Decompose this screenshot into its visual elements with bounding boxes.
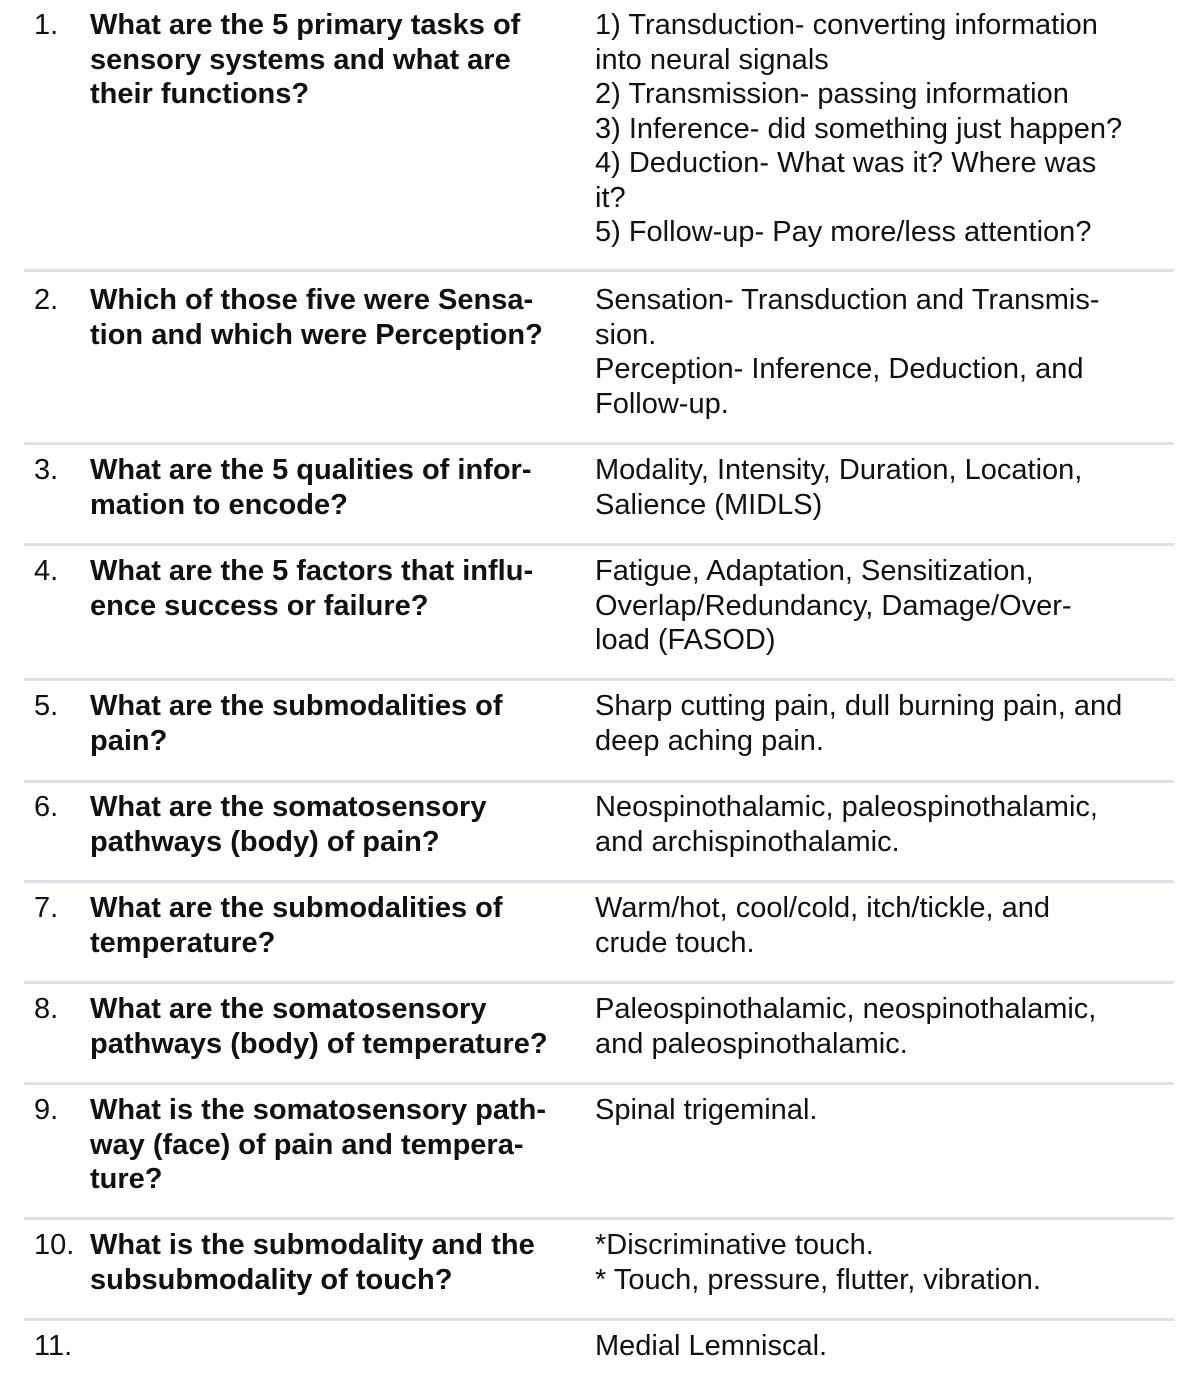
question-line: What is the submodality and the [90,1229,535,1261]
answer-line: into neural signals [595,43,829,76]
flashcard-row [24,1228,1174,1321]
answer-line: Modality, Intensity, Duration, Location, [595,454,1083,486]
flashcard-row [24,8,1174,272]
card-question [90,8,590,112]
card-answer [595,1093,1170,1128]
card-question [90,689,590,758]
question-line: What are the 5 factors that influ- [90,555,534,587]
answer-line: Salience (MIDLS) [595,488,823,521]
card-answer [595,453,1170,522]
question-line: What are the somatosensory [90,993,487,1025]
answer-line: deep aching pain. [595,724,824,757]
answer-line: Overlap/Redundancy, Damage/Over- [595,589,1072,622]
answer-line: Sharp cutting pain, dull burning pain, and [595,690,1123,722]
card-question [90,1228,590,1297]
question-line: pain? [90,724,168,757]
question-line: subsubmodality of touch? [90,1263,453,1296]
card-answer [595,8,1170,250]
question-line: pathways (body) of temperature? [90,1027,548,1060]
card-question [90,1093,590,1197]
flashcard-row [24,283,1174,445]
card-question [90,992,590,1061]
question-line: mation to encode? [90,488,348,521]
card-answer [595,790,1170,859]
answer-line: Fatigue, Adaptation, Sensitization, [595,555,1034,587]
question-line: sensory systems and what are [90,43,511,76]
answer-line: and paleospinothalamic. [595,1027,908,1060]
question-line: What are the somatosensory [90,791,487,823]
answer-line: and archispinothalamic. [595,825,900,858]
card-number: 11. [34,1330,73,1362]
card-question [90,453,590,522]
question-line: pathways (body) of pain? [90,825,440,858]
answer-line: Neospinothalamic, paleospinothalamic, [595,791,1098,823]
question-line: What is the somatosensory path- [90,1094,547,1126]
question-line: their functions? [90,78,310,110]
answer-line: it? [595,181,626,214]
card-number: 6. [34,791,59,823]
answer-line: 5) Follow-up- Pay more/less attention? [595,216,1092,248]
card-answer [595,689,1170,758]
card-answer [595,992,1170,1061]
flashcard-row [24,689,1174,783]
answer-line: 3) Inference- did something just happen? [595,112,1123,145]
flashcard-row [24,790,1174,883]
question-line: What are the 5 qualities of infor- [90,454,532,486]
card-number: 1. [34,9,59,41]
answer-line: Follow-up. [595,387,729,420]
card-number: 3. [34,454,59,486]
flashcard-row [24,891,1174,984]
question-line: ture? [90,1163,163,1195]
question-line: What are the submodalities of [90,690,503,722]
card-number: 8. [34,993,59,1025]
card-answer [595,283,1170,421]
answer-line: Perception- Inference, Deduction, and [595,353,1084,385]
card-number: 7. [34,892,59,924]
answer-line: *Discriminative touch. [595,1229,874,1261]
answer-line: 2) Transmission- passing information [595,78,1069,110]
answer-line: Medial Lemniscal. [595,1330,828,1362]
card-answer [595,891,1170,960]
question-line: Which of those five were Sensa- [90,284,534,316]
question-line: way (face) of pain and tempera- [90,1128,524,1161]
card-number: 2. [34,284,59,316]
card-question [90,554,590,623]
question-line: What are the submodalities of [90,892,503,924]
flashcard-row [24,992,1174,1085]
card-answer [595,1228,1170,1297]
flashcard-row [24,1093,1174,1220]
card-number: 5. [34,690,59,722]
question-line: ence success or failure? [90,589,429,622]
answer-line: * Touch, pressure, flutter, vibration. [595,1263,1041,1296]
card-number: 4. [34,555,59,587]
card-number: 10. [34,1229,75,1261]
answer-line: load (FASOD) [595,624,776,656]
answer-line: Warm/hot, cool/cold, itch/tickle, and [595,892,1051,924]
card-answer [595,1329,1170,1364]
flashcard-row [24,554,1174,681]
answer-line: crude touch. [595,926,755,959]
question-line: What are the 5 primary tasks of [90,9,521,41]
answer-line: Paleospinothalamic, neospinothalamic, [595,993,1097,1025]
card-answer [595,554,1170,658]
flashcard-row [24,453,1174,546]
answer-line: Spinal trigeminal. [595,1094,818,1126]
answer-line: 1) Transduction- converting information [595,9,1098,41]
question-line: tion and which were Perception? [90,318,543,351]
answer-line: sion. [595,318,657,351]
answer-line: 4) Deduction- What was it? Where was [595,147,1097,179]
flashcard-row [24,1329,1174,1384]
card-question [90,891,590,960]
answer-line: Sensation- Transduction and Transmis- [595,284,1100,316]
card-number: 9. [34,1094,59,1126]
card-question [90,283,590,352]
card-question [90,790,590,859]
question-line: temperature? [90,926,276,959]
